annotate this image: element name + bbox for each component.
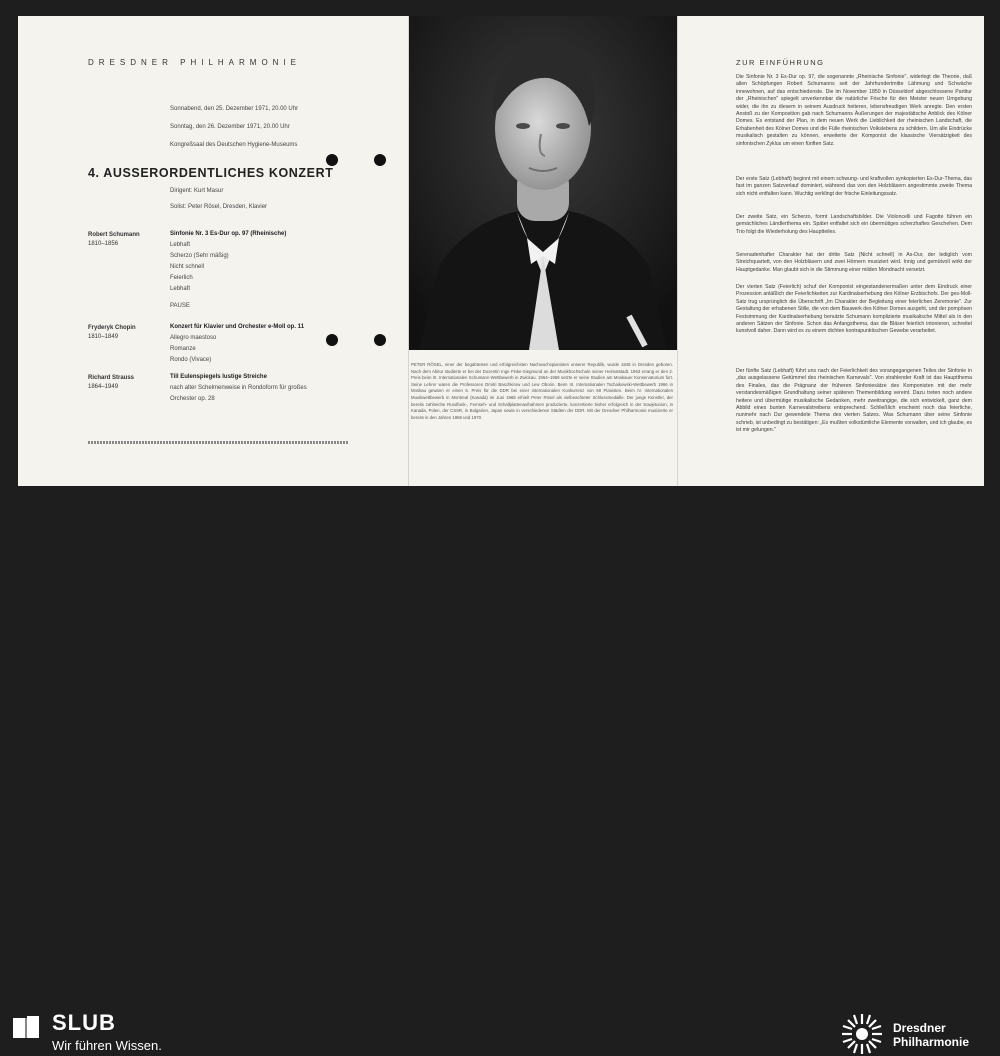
introduction-paragraph: Serenadenhafter Charakter hat der dritte Satz (Nicht schnell) in As-Dur, der lediglich vom Streichquartett, von den Holzbläsern und zwei Hörnern musiziert wird. Innig und gemütvoll wirkt der Hauptgedanke. Man glaubt sich in die Stimmung einer milden Mondnacht versetzt.	[736, 252, 972, 273]
library-tagline: Wir führen Wissen.	[52, 1038, 162, 1053]
footer-bar	[0, 502, 1000, 1053]
introduction-heading: ZUR EINFÜHRUNG	[736, 58, 825, 67]
introduction-paragraph: Der zweite Satz, ein Scherzo, formt Landschaftsbilder. Die Violoncelli und Fagotte führen ein gemächliches Ländlerthema ein. Später entfaltet sich ein übermütiges scherzhaftes Geschehen. Dem Trio folgt die Wiederholung des Hauptteiles.	[736, 214, 972, 235]
orchestra-name: DRESDNER PHILHARMONIE	[88, 58, 302, 67]
movement: Feierlich	[170, 275, 193, 281]
dotted-rule	[88, 441, 348, 444]
work-title: Sinfonie Nr. 3 Es-Dur op. 97 (Rheinische)	[170, 231, 287, 237]
binding-hole	[374, 334, 386, 346]
introduction-paragraph: Der vierten Satz (Feierlich) schuf der Komponist eingestandenermaßen unter dem Eindruck einer Prozession anläßlich der Feierlichkeiten zur Kardinalserhebung des Kölner Erzbischofs. Der ges-Moll-Satz trug ursprünglich die Überschrift „Im Charakter der Begleitung einer feierlichen Zeremonie". Zur Gestaltung der erhabenen Stille, die von dem Bauwerk des Kölner Domes ausgeht, und der pompösen Festsimmung der Kardinalserhebung benutzte Schumann komplizierte musikalische Mittel als in den anderen Sätzen der Sinfonie. Schon das Anfangsthema, das die Bläser feierlich intonieren, schreitet kunstvoll daher. Dann wird es zu einem dichten kontrapunktischen Gewebe verarbeitet.	[736, 284, 972, 335]
composer-years: 1864–1949	[88, 384, 119, 390]
binding-hole	[326, 334, 338, 346]
program-sheet	[18, 16, 984, 486]
introduction-paragraph: Der erste Satz (Lebhaft) beginnt mit einem schwung- und kraftvollen synkopierten Es-Dur-Thema, das fast im ganzen Satzverlauf dominiert, während das von den Holzbläsern angestimmte zweite Thema sich nicht entfalten kann. Wuchtig verklingt der frische Einleitungssatz.	[736, 176, 972, 197]
work-block	[170, 372, 307, 405]
movement: Scherzo (Sehr mäßig)	[170, 253, 229, 259]
composer-name: Fryderyk Chopin	[88, 325, 136, 331]
introduction-panel	[676, 16, 984, 486]
movement: Lebhaft	[170, 242, 191, 248]
venue: Kongreßsaal des Deutschen Hygiene-Museums	[170, 142, 298, 148]
work-block	[170, 229, 286, 295]
movement: Lebhaft	[170, 286, 191, 292]
composer-name: Richard Strauss	[88, 375, 135, 381]
movement: Romanze	[170, 346, 196, 352]
photo-panel	[408, 16, 678, 486]
movement: Nicht schnell	[170, 264, 205, 270]
conductor: Dirigent: Kurt Masur	[170, 188, 224, 194]
composer-block	[88, 231, 140, 249]
movement: Rondo (Vivace)	[170, 357, 212, 363]
soloist: Solist: Peter Rösel, Dresden, Klavier	[170, 204, 268, 210]
composer-block	[88, 374, 134, 392]
composer-years: 1810–1849	[88, 334, 119, 340]
binding-hole	[374, 154, 386, 166]
composer-years: 1810–1856	[88, 241, 119, 247]
concert-title: 4. AUSSERORDENTLICHES KONZERT	[88, 166, 334, 180]
pause-label: PAUSE	[170, 303, 190, 309]
program-panel	[18, 16, 408, 486]
library-name: SLUB	[52, 1010, 116, 1035]
portrait-illustration	[409, 16, 677, 350]
partner-name-line2: Philharmonie	[893, 1035, 970, 1049]
work-title: Konzert für Klavier und Orchester e-Moll op. 11	[170, 324, 305, 330]
composer-name: Robert Schumann	[88, 232, 140, 238]
partner-name-line1: Dresdner	[893, 1021, 946, 1035]
soloist-biography: PETER RÖSEL, einer der begabtesten und erfolgreichsten Nachwuchspianisten unserer Republik, wurde 1945 in Dresden geboren. Nach dem Abitur studierte er bei der Dozentin Inge Finke-Siegmund an der Musikhochschule seiner Heimatstadt. 1963 errang er den 2. Preis beim III. Internationalen Schumann-Wettbewerb in Zwickau. 1964–1969 setzte er seine Studien am Moskauer Konservatorium fort. Seine Lehrer waren die Professoren Dmitri Baschkirow und Lew Oborin. Beim III. Internationalen Tschaikowski-Wettbewerb 1966 in Moskau gewann er einen 6. Preis für die DDR bei einer internationalen Konkurrenz von 68 Pianisten. Beim IV. Internationalen Musikwettbewerb in Montreal (Kanada) im Juni 1968 erhielt Peter Rösel als vielbeachteter Schlussmedaille. Der junge Künstler, der bereits zahlreiche Rundfunk-, Fernseh- und Schallplattenaufnahmen produzierte, konzertierte bisher erfolgreich in der Sowjetunion, in Kanada, Polen, der CSSR, in Bulgarien, Japan sowie in verschiedenen Städten der DDR. Mit der Dresdner Philharmonie musizierte er bereits in den Jahren 1968 und 1970.	[411, 362, 673, 420]
introduction-paragraph: Der fünfte Satz (Lebhaft) führt uns nach der Feierlichkeit des vorangegangenen Teiles der Sinfonie in „das ausgelassene Getümmel des rheinischen Karnevals". Von strahlender Kraft ist das Hauptthema des Finales, das die Prägnanz der früheren Sinfoniesätze des Komponisten mit der mehr verstandesmäßigen Grundhaltung seiner späteren Themenbildung vereint. Dazu treten noch andere heitere und übermütige musikalische Gedanken, mehr zweitrangige, die sich entwickelt, ganz dem Abbild eines bunten Karnevalstreibens entsprechend. Schließlich erscheint noch das feierliche, nunmehr nach Dur gewendete Thema des vierten Satzes. Was Schumann über seine Sinfonie schrieb, ist unbedingt zu bestätigen: „Es mußten volkstümliche Elemente vorwalten, und ich glaube, es ist mir gelungen."	[736, 368, 972, 434]
concert-date-1: Sonnabend, den 25. Dezember 1971, 20.00 Uhr	[170, 106, 299, 112]
composer-block	[88, 324, 136, 342]
introduction-paragraph: Die Sinfonie Nr. 3 Es-Dur op. 97, die sogenannte „Rheinische Sinfonie", widerlegt die Theorie, daß allen Schöpfungen Robert Schumanns seit der Jahrhundertmitte Lähmung und Schwäche innewohnen, auf das entschiedenste. Die im November 1850 in Düsseldorf abgeschlossene Partitur der „Rheinischen" spiegelt unverkennbar die natürliche Frische für den Meister neuen Umgebung wider, die ihn zu diesem in seinem Ausdruck heiteren, lebensfreudigen Werk anregte. Den ersten Anstoß zu der Komposition gab nach Schumanns Äußerungen der majestätische Anblick des Kölner Domes. Es entstand der Plan, in dem neuen Werk die Lieblichkeit der rheinischen Landschaft, die Erhabenheit des Kölner Domes und die Fülle rheinischen Volkslebens zu schildern. Um alle Eindrücke musikalisch gestalten zu können, erweiterte der Komponist die klassische Viersätzigkeit des sinfonischen Zyklus um einen fünften Satz.	[736, 74, 972, 147]
movement: Allegro maestoso	[170, 335, 217, 341]
soloist-photo	[409, 16, 677, 350]
binding-hole	[326, 154, 338, 166]
partner-name	[893, 1021, 969, 1049]
philharmonie-sunburst-icon	[840, 1012, 884, 1056]
concert-date-2: Sonntag, den 26. Dezember 1971, 20.00 Uhr	[170, 124, 290, 130]
work-subtitle: nach alter Schelmenweise in Rondoform für großes	[170, 385, 307, 391]
slub-book-icon	[12, 1014, 42, 1040]
work-block	[170, 322, 304, 366]
work-subtitle: Orchester op. 28	[170, 396, 215, 402]
work-title: Till Eulenspiegels lustige Streiche	[170, 374, 267, 380]
